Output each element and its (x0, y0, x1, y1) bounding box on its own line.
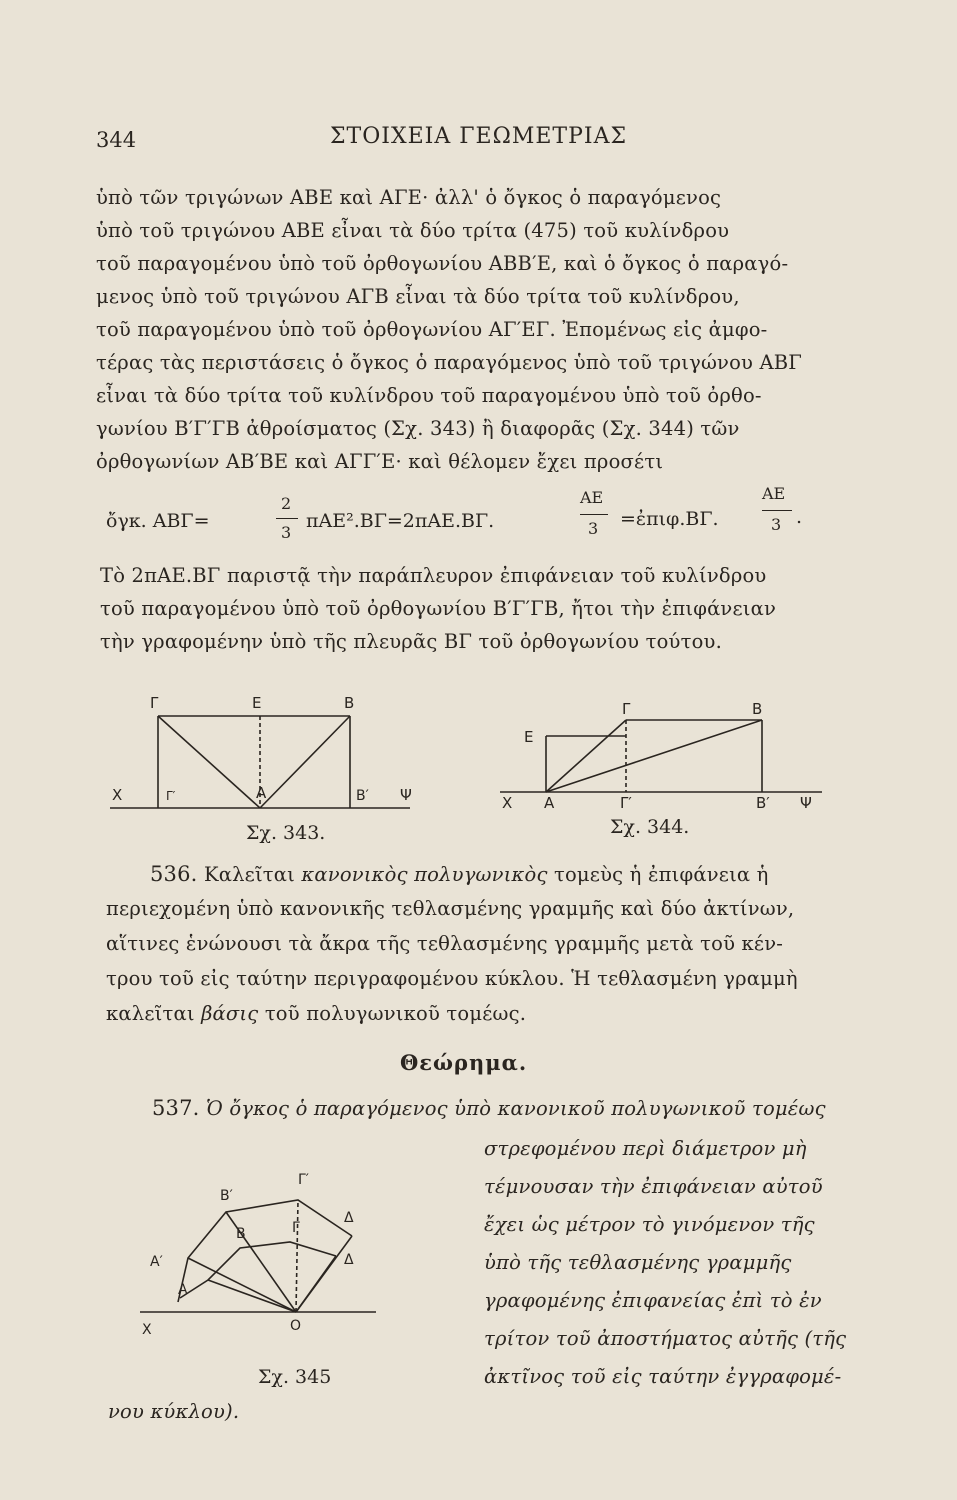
outer-polygon (178, 1200, 352, 1302)
label-d2: Δ (344, 1252, 354, 1268)
theorem-line: γραφομένης ἐπιφανείας ἐπὶ τὸ ἐν (484, 1289, 822, 1312)
label-g: Γ (292, 1220, 300, 1236)
text-line (152, 1096, 826, 1120)
section-number: 536. (150, 862, 198, 886)
text-line: περιεχομένη ὑπὸ κανονικῆς τεθλασμένης γραμμῆς καὶ δύο ἀκτίνων, (106, 897, 795, 920)
theorem-heading: Θεώρημα. (400, 1050, 528, 1075)
text-line: τοῦ παραγομένου ὑπὸ τοῦ ὀρθογωνίου ΑΓ′ΕΓ. Ἐπομένως εἰς ἀμφο- (96, 318, 768, 341)
theorem-line: ὑπὸ τῆς τεθλασμένης γραμμῆς (484, 1251, 792, 1274)
fraction-numerator: 2 (281, 494, 292, 513)
text-line: ὑπὸ τῶν τριγώνων ΑΒΕ καὶ ΑΓΕ· ἀλλ' ὁ ὄγκος ὁ παραγόμενος (96, 186, 722, 209)
label-b: Β (344, 694, 355, 712)
text-line: τρου τοῦ εἰς ταύτην περιγραφομένου κύκλου. Ἡ τεθλασμένη γραμμὴ (106, 967, 798, 990)
label-x: Χ (112, 786, 123, 804)
text-line (106, 1002, 526, 1025)
fraction-numerator: ΑΕ (580, 488, 604, 507)
caption-fig-345: Σχ. 345 (258, 1366, 332, 1388)
defined-term: κανονικὸς πολυγωνικὸς (301, 863, 548, 886)
label-g: Γ (622, 700, 631, 718)
text-line: ὑπὸ τοῦ τριγώνου ΑΒΕ εἶναι τὰ δύο τρίτα (475) τοῦ κυλίνδρου (96, 219, 730, 242)
text-run: τοῦ πολυγωνικοῦ τομέως. (264, 1002, 527, 1025)
caption-fig-343: Σχ. 343. (246, 822, 326, 844)
label-a: Α (256, 784, 267, 802)
label-b-prime: Β′ (356, 788, 369, 804)
label-e: Ε (524, 728, 534, 746)
theorem-line: τρίτον τοῦ ἀποστήματος αὐτῆς (τῆς (484, 1327, 847, 1350)
radius-1 (188, 1258, 296, 1312)
theorem-line: νου κύκλου). (108, 1400, 240, 1423)
label-g-prime: Γ′ (166, 789, 176, 803)
label-b-prime: Β′ (756, 794, 770, 810)
label-y: Ψ (800, 794, 812, 810)
label-x: Χ (142, 1322, 152, 1338)
theorem-line: τέμνουσαν τὴν ἐπιφάνειαν αὐτοῦ (484, 1175, 823, 1198)
label-b-prime: Β′ (220, 1188, 233, 1204)
text-line: τοῦ παραγομένου ὑπὸ τοῦ ὀρθογωνίου ΑΒΒ′Ε, καὶ ὁ ὄγκος ὁ παραγό- (96, 252, 789, 275)
text-line: ὀρθογωνίων ΑΒ′ΒΕ καὶ ΑΓΓ′Ε· καὶ θέλομεν ἔχει προσέτι (96, 450, 664, 473)
segment-ag (546, 720, 626, 792)
text-run: καλεῖται (106, 1002, 202, 1025)
theorem-line: στρεφομένου περὶ διάμετρον μὴ (484, 1137, 807, 1160)
label-g: Γ (150, 694, 159, 712)
segment-ba (260, 716, 350, 808)
label-g-prime: Γ′ (298, 1172, 309, 1188)
fraction-denominator: 3 (771, 515, 782, 534)
figure-345 (140, 1170, 390, 1340)
radius-5 (208, 1280, 296, 1312)
label-b: Β (236, 1226, 246, 1242)
caption-fig-344: Σχ. 344. (610, 816, 690, 838)
formula-end: . (796, 506, 803, 528)
label-x: Χ (502, 794, 513, 810)
text-line: μενος ὑπὸ τοῦ τριγώνου ΑΓΒ εἶναι τὰ δύο τρίτα τοῦ κυλίνδρου, (96, 285, 740, 308)
label-a: Α (544, 794, 555, 810)
figure-344 (500, 700, 830, 810)
label-a-prime: Α′ (150, 1254, 163, 1270)
running-title: ΣΤΟΙΧΕΙΑ ΓΕΩΜΕΤΡΙΑΣ (330, 124, 628, 149)
label-d1: Δ (344, 1210, 354, 1226)
label-e: Ε (252, 694, 262, 712)
text-line: τὴν γραφομένην ὑπὸ τῆς πλευρᾶς ΒΓ τοῦ ὀρθογωνίου τούτου. (100, 630, 722, 653)
label-o: Ο (290, 1318, 302, 1334)
fraction-bar (276, 518, 298, 519)
formula-part: πΑΕ².ΒΓ=2πΑΕ.ΒΓ. (306, 510, 495, 532)
text-run: Καλεῖται (203, 863, 302, 886)
label-b: Β (752, 700, 763, 718)
formula-part: =ἐπιφ.ΒΓ. (620, 508, 719, 530)
section-number: 537. (152, 1096, 200, 1120)
formula-lhs: ὄγκ. ΑΒΓ= (106, 510, 210, 532)
fraction-denominator: 3 (588, 519, 599, 538)
theorem-line: ἀκτῖνος τοῦ εἰς ταύτην ἐγγραφομέ- (484, 1365, 842, 1388)
text-line (150, 862, 769, 886)
theorem-text: Ὁ ὄγκος ὁ παραγόμενος ὑπὸ κανονικοῦ πολυγωνικοῦ τομέως (205, 1097, 826, 1120)
text-line: εἶναι τὰ δύο τρίτα τοῦ κυλίνδρου τοῦ παραγομένου ὑπὸ τοῦ ὀρθο- (96, 384, 762, 407)
fraction-bar (762, 510, 792, 511)
page-number: 344 (96, 128, 137, 152)
text-line: τέρας τὰς περιστάσεις ὁ ὄγκος ὁ παραγόμενος ὑπὸ τοῦ τριγώνου ΑΒΓ (96, 351, 803, 374)
fraction-numerator: ΑΕ (762, 484, 786, 503)
text-line: τοῦ παραγομένου ὑπὸ τοῦ ὀρθογωνίου Β′Γ′ΓΒ, ἤτοι τὴν ἐπιφάνειαν (100, 597, 777, 620)
label-g-prime: Γ′ (620, 794, 632, 810)
text-line: Τὸ 2πΑΕ.ΒΓ παριστᾷ τὴν παράπλευρον ἐπιφάνειαν τοῦ κυλίνδρου (100, 564, 767, 587)
fraction-denominator: 3 (281, 523, 292, 542)
segment-ab (546, 720, 762, 792)
radius-3 (296, 1200, 298, 1312)
text-line: αἵτινες ἑνώνουσι τὰ ἄκρα τῆς τεθλασμένης γραμμῆς μετὰ τοῦ κέν- (106, 932, 784, 955)
theorem-line: ἔχει ὡς μέτρον τὸ γινόμενον τῆς (484, 1213, 815, 1236)
label-y: Ψ (400, 786, 412, 804)
figure-343 (110, 690, 430, 810)
text-line: γωνίου Β′Γ′ΓΒ ἀθροίσματος (Σχ. 343) ἢ διαφορᾶς (Σχ. 344) τῶν (96, 417, 740, 440)
defined-term: βάσις (201, 1002, 259, 1025)
radius-6 (296, 1256, 336, 1312)
label-a: Α (178, 1282, 188, 1298)
fraction-bar (580, 514, 608, 515)
text-run: τομεὺς ἡ ἐπιφάνεια ἡ (554, 863, 769, 886)
